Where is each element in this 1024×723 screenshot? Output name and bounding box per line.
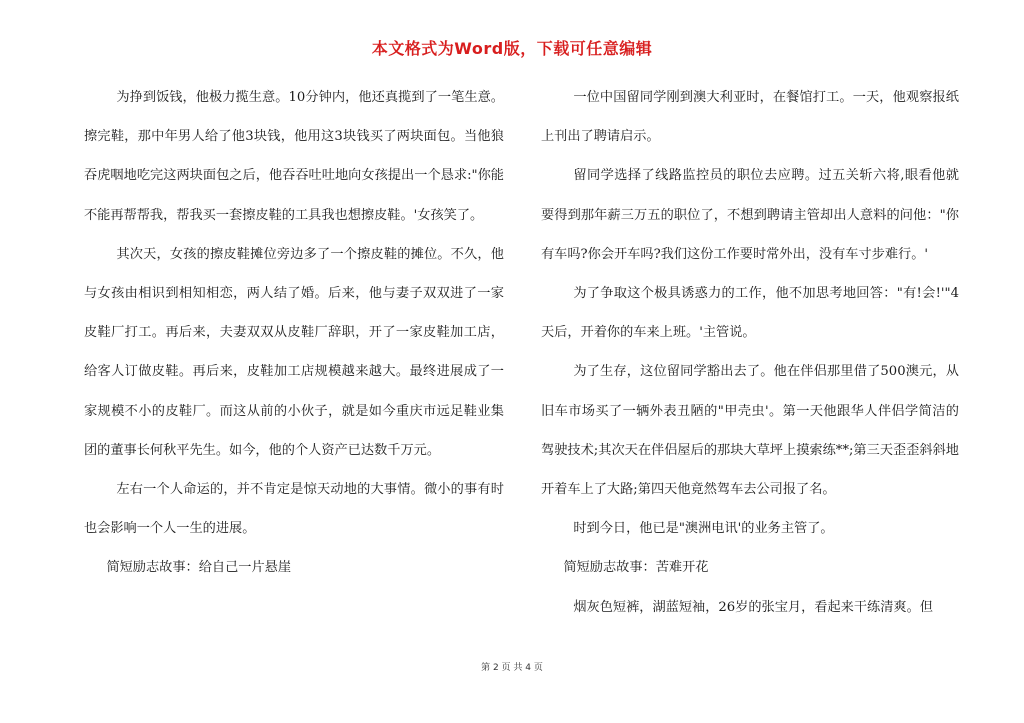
right-column [541, 78, 959, 627]
paragraph: 其次天，女孩的擦皮鞋摊位旁边多了一个擦皮鞋的摊位。不久，他与女孩由相识到相知相恋，两人结了婚。后来，他与妻子双双进了一家皮鞋厂打工。再后来，夫妻双双从皮鞋厂辞职，开了一家皮鞋加工店，给客人订做皮鞋。再后来，皮鞋加工店规模越来越大。最终进展成了一家规模不小的皮鞋厂。而这从前的小伙子，就是如今重庆市远足鞋业集团的董事长何秋平先生。如今，他的个人资产已达数千万元。 [84, 246, 504, 458]
left-column [84, 78, 504, 588]
paragraph: 为了争取这个极具诱惑力的工作，他不加思考地回答："有!会!'"4天后，开着你的车来上班。'主管说。 [541, 286, 959, 341]
section-heading: 简短励志故事：苦难开花 [563, 560, 709, 576]
paragraph: 为了生存，这位留同学豁出去了。他在伴侣那里借了500澳元，从旧车市场买了一辆外表丑陋的"甲壳虫'。第一天他跟华人伴侣学简洁的驾驶技术;其次天在伴侣屋后的那块大草坪上摸索练**;第三天歪歪斜斜地开着车上了大路;第四天他竟然驾车去公司报了名。 [541, 364, 959, 498]
paragraph: 烟灰色短裤，湖蓝短袖，26岁的张宝月，看起来干练清爽。但 [573, 599, 933, 615]
paragraph: 左右一个人命运的，并不肯定是惊天动地的大事情。微小的事有时也会影响一个人一生的进展。 [84, 482, 504, 537]
paragraph: 留同学选择了线路监控员的职位去应聘。过五关斩六将,眼看他就要得到那年薪三万五的职位了，不想到聘请主管却出人意料的问他："你有车吗?你会开车吗?我们这份工作要时常外出，没有车寸步难行。' [541, 168, 959, 262]
paragraph: 为挣到饭钱，他极力揽生意。10分钟内，他还真揽到了一笔生意。擦完鞋，那中年男人给了他3块钱，他用这3块钱买了两块面包。当他狼吞虎咽地吃完这两块面包之后，他吞吞吐吐地向女孩提出一个恳求:"你能不能再帮帮我，帮我买一套擦皮鞋的工具我也想擦皮鞋。'女孩笑了。 [84, 90, 504, 223]
document-banner: 本文格式为Word版，下载可任意编辑 [371, 39, 653, 58]
paragraph: 时到今日，他已是"澳洲电讯'的业务主管了。 [573, 521, 834, 537]
section-heading: 简短励志故事：给自己一片悬崖 [106, 560, 292, 576]
page-number-footer: 第 2 页 共 4 页 [481, 663, 543, 673]
paragraph: 一位中国留同学刚到澳大利亚时，在餐馆打工。一天，他观察报纸上刊出了聘请启示。 [541, 90, 959, 145]
